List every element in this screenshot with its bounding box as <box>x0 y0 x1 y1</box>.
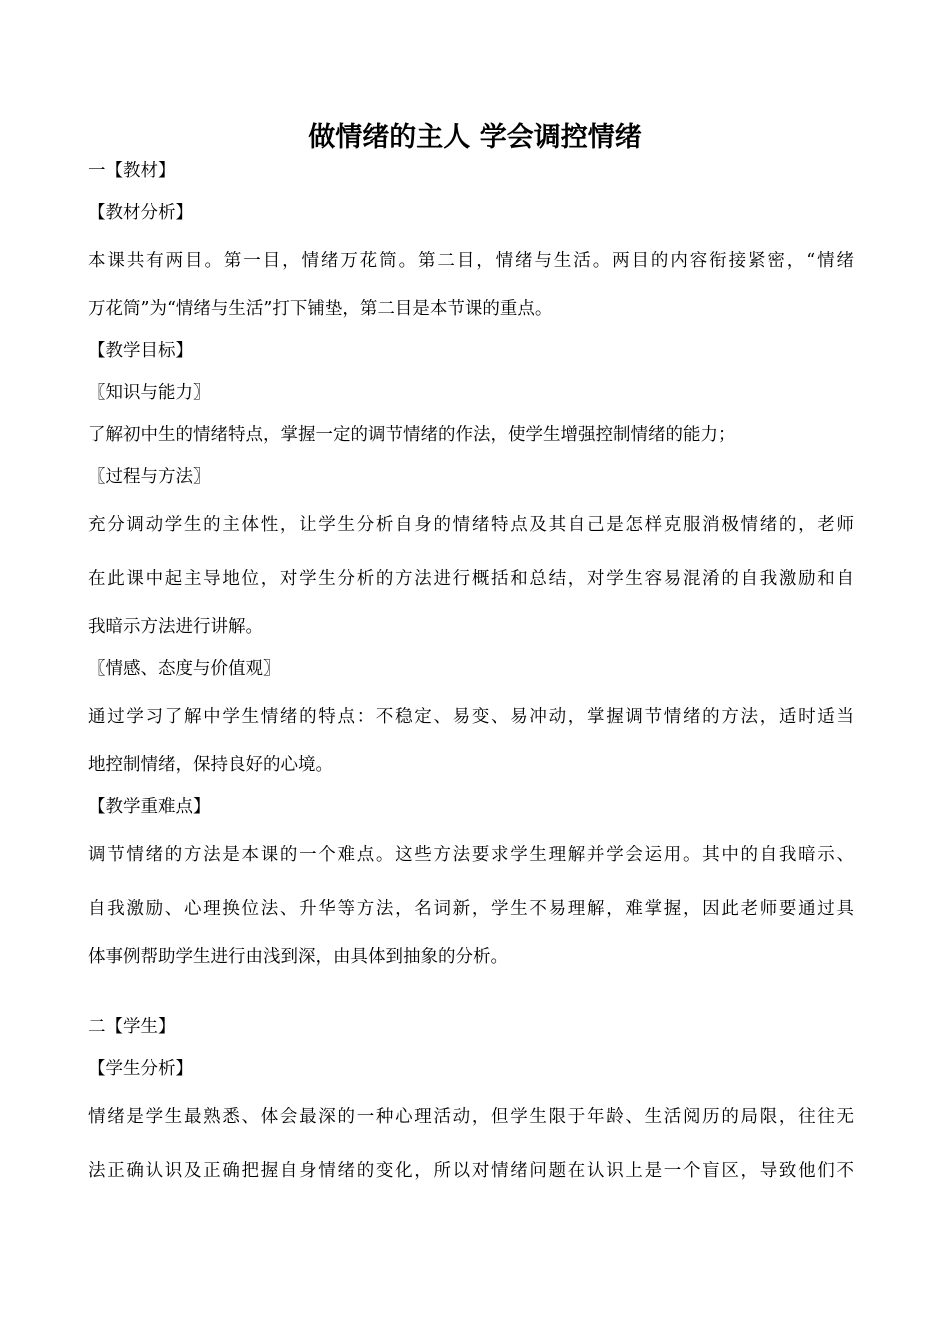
key-difficulty-heading: 【教学重难点】 <box>88 797 211 817</box>
student-analysis-line: 情绪是学生最熟悉、体会最深的一种心理活动，但学生限于年龄、生活阅历的局限，往往无 <box>88 1107 854 1127</box>
teaching-goals-heading: 【教学目标】 <box>88 341 193 361</box>
student-analysis-line: 法正确认识及正确把握自身情绪的变化，所以对情绪问题在认识上是一个盲区，导致他们不 <box>88 1161 854 1181</box>
key-difficulty-line: 自我激励、心理换位法、升华等方法，名词新，学生不易理解，难掌握，因此老师要通过具 <box>88 899 854 919</box>
textbook-analysis-line: 万花筒”为“情绪与生活”打下铺垫，第二目是本节课的重点。 <box>88 299 553 319</box>
section-spacer <box>88 978 854 1006</box>
knowledge-ability-text: 了解初中生的情绪特点，掌握一定的调节情绪的作法，使学生增强控制情绪的能力； <box>88 425 736 445</box>
process-method-line: 充分调动学生的主体性，让学生分析自身的情绪特点及其自己是怎样克服消极情绪的，老师 <box>88 515 854 535</box>
document-body <box>88 150 854 1198</box>
process-method-heading: 〖过程与方法〗 <box>88 467 211 487</box>
process-method-line: 我暗示方法进行讲解。 <box>88 617 263 637</box>
textbook-analysis-heading: 【教材分析】 <box>88 203 193 223</box>
textbook-analysis-line: 本课共有两目。第一目，情绪万花筒。第二目，情绪与生活。两目的内容衔接紧密，“情绪 <box>88 251 854 271</box>
emotion-values-line: 地控制情绪，保持良好的心境。 <box>88 755 333 775</box>
key-difficulty-line: 调节情绪的方法是本课的一个难点。这些方法要求学生理解并学会运用。其中的自我暗示、 <box>88 845 854 865</box>
knowledge-ability-heading: 〖知识与能力〗 <box>88 383 211 403</box>
document-title: 做情绪的主人 学会调控情绪 <box>308 122 642 153</box>
student-analysis-heading: 【学生分析】 <box>88 1059 193 1079</box>
key-difficulty-line: 体事例帮助学生进行由浅到深，由具体到抽象的分析。 <box>88 947 508 967</box>
process-method-line: 在此课中起主导地位，对学生分析的方法进行概括和总结，对学生容易混淆的自我激励和自 <box>88 569 854 589</box>
emotion-values-heading: 〖情感、态度与价值观〗 <box>88 659 281 679</box>
section-heading-textbook: 一【教材】 <box>88 161 176 181</box>
section-heading-students: 二【学生】 <box>88 1017 176 1037</box>
emotion-values-line: 通过学习了解中学生情绪的特点：不稳定、易变、易冲动，掌握调节情绪的方法，适时适当 <box>88 707 854 727</box>
